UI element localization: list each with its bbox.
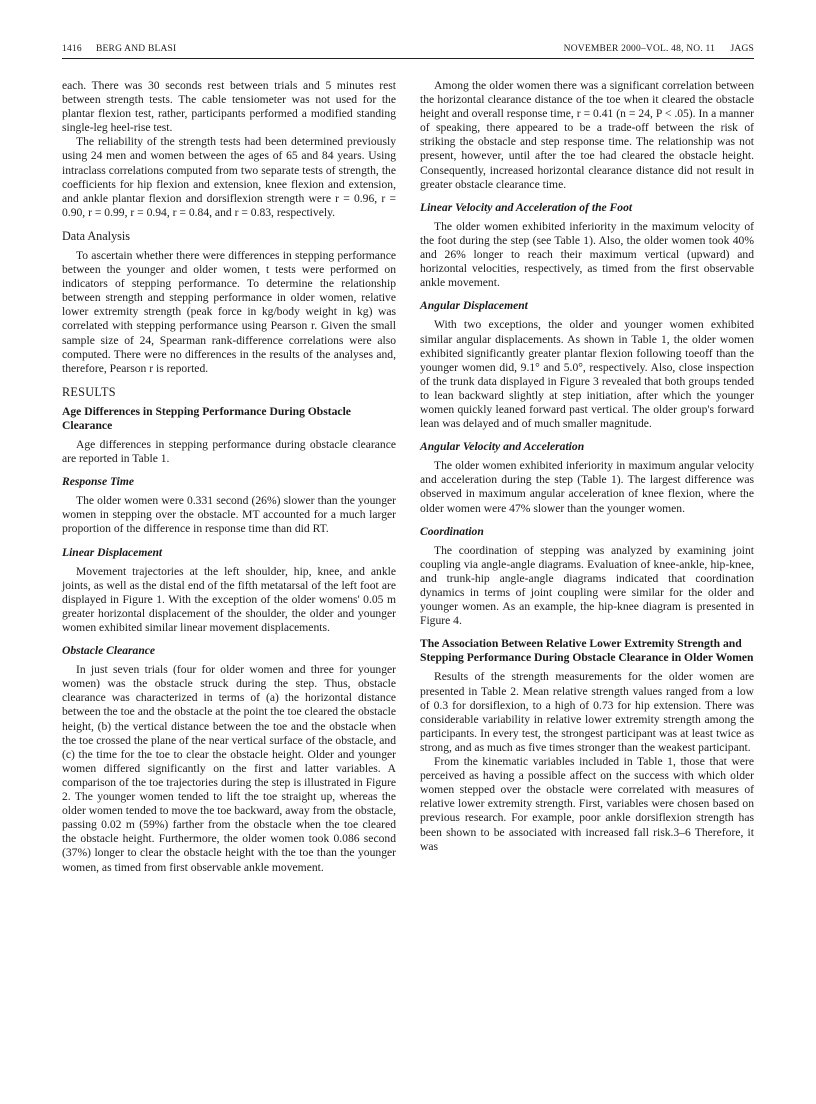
running-authors: BERG AND BLASI <box>96 44 177 54</box>
paragraph: From the kinematic variables included in Table 1, those that were perceived as having a possible affect on the success with which older women stepped over the obstacle were correlated with measures of relative lower extremity strength. First, variables were chosen based on previous research. For example, poor ankle dorsiflexion strength has been shown to be associated with increased fall risk.3–6 Therefore, it was <box>420 755 754 853</box>
paragraph: Among the older women there was a significant correlation between the horizontal clearance distance of the toe when it cleared the obstacle height and overall response time, r = 0.41 (n = 24, P < .05). In a manner of speaking, there appeared to be a trade-off between the risk of striking the obstacle and step response time. The relationship was not present, however, until after the toe had cleared the obstacle height. Consequently, increased horizontal clearance distance did not result in greater obstacle clearance time. <box>420 79 754 191</box>
paragraph: The older women exhibited inferiority in maximum angular velocity and acceleration during the step (Table 1). The largest difference was observed in maximum angular acceleration of knee flexion, where the older women were 47% slower than the younger women. <box>420 459 754 515</box>
page-number: 1416 <box>62 44 82 54</box>
heading-linear-displacement: Linear Displacement <box>62 545 163 559</box>
heading-angular-displacement: Angular Displacement <box>420 299 528 313</box>
paragraph: Results of the strength measurements for the older women are presented in Table 2. Mean relative strength values ranged from a low of 0.3 for dorsiflexion, to a high of 0.73 for hip extension. There was considerable variability in relative lower extremity strength among the participants. In every test, the strongest participant was at least twice as strong, and as much as five times stronger than the weakest participant. <box>420 670 754 754</box>
heading-response-time: Response Time <box>62 475 135 489</box>
running-header <box>62 44 754 58</box>
right-column <box>420 79 754 854</box>
left-column <box>62 79 396 875</box>
paragraph: In just seven trials (four for older women and three for younger women) was the obstacle struck during the step. Thus, obstacle clearance was characterized in terms of (a) the horizontal distance between the toe and the obstacle at the point the toe cleared the obstacle height, (b) the vertical distance between the toe and the obstacle when the toe crossed the plane of the near vertical surface of the obstacle, and (c) the time for the toe to clear the obstacle height. Older and younger women differed significantly on the first and latter variables. A comparison of the toe trajectories during the step is illustrated in Figure 2. The younger women tended to lift the toe straight up, whereas the older women tended to move the toe backward, away from the obstacle, passing 0.02 m (59%) farther from the obstacle when the toe cleared the obstacle height. Furthermore, the older women took 0.086 second (37%) longer to clear the obstacle height with the toe than the younger women, as timed from first observable ankle movement. <box>62 663 396 874</box>
heading-angular-velocity: Angular Velocity and Acceleration <box>420 440 585 454</box>
paragraph: Movement trajectories at the left shoulder, hip, knee, and ankle joints, as well as the distal end of the fifth metatarsal of the left foot are displayed in Figure 1. With the exception of the older womens' 0.05 m greater horizontal displacement of the shoulder, the older and younger women exhibited similar linear movement displacements. <box>62 564 396 634</box>
heading-coordination: Coordination <box>420 524 484 538</box>
paragraph: The older women were 0.331 second (26%) slower than the younger women in stepping over the obstacle. MT accounted for a much larger proportion of the difference in response time than did RT. <box>62 494 396 536</box>
paragraph: With two exceptions, the older and younger women exhibited similar angular displacements. As shown in Table 1, the older women exhibited significantly greater plantar flexion following toeoff than the younger women did, 9.1° and 5.0°, respectively. Also, close inspection of the trunk data displayed in Figure 3 revealed that both groups tended to lean backward slightly at step initiation, after which the younger women quickly leaned forward past vertical. The older group's forward lean was delayed and of much smaller magnitude. <box>420 318 754 431</box>
paragraph: The reliability of the strength tests had been determined previously using 24 men and women between the ages of 65 and 84 years. Using intraclass correlations computed from two separate tests of strength, the coefficients for hip flexion and extension, knee flexion and extension, and ankle plantar flexion and dorsiflexion strength were r = 0.96, r = 0.90, r = 0.99, r = 0.94, r = 0.84, and r = 0.83, respectively. <box>62 135 396 219</box>
paragraph: To ascertain whether there were differences in stepping performance between the younger and older women, t tests were performed on indicators of stepping performance. To determine the relationship between strength and stepping performance in older women, relative lower extremity strength (peak force in kg/body weight in kg) was correlated with stepping performance using Pearson r. Given the small sample size of 24, Spearman rank-difference correlations were also computed. There were no differences in the results of the analyses and, therefore, Pearson r is reported. <box>62 248 396 375</box>
paragraph: each. There was 30 seconds rest between trials and 5 minutes rest between strength tests. The cable tensiometer was not used for the plantar flexion test, rather, participants performed a modified standing single-leg heel-rise test. <box>62 79 396 135</box>
paragraph: The older women exhibited inferiority in the maximum velocity of the foot during the step (see Table 1). Also, the older women took 40% and 26% longer to reach their maximum vertical (upward) and horizontal velocities, respectively, as timed from the first observable ankle movement. <box>420 219 754 290</box>
heading-obstacle-clearance: Obstacle Clearance <box>62 644 156 658</box>
heading-linear-velocity: Linear Velocity and Acceleration of the Foot <box>420 200 633 214</box>
heading-association: The Association Between Relative Lower Extremity Strength and Stepping Performance During Obstacle Clearance in Older Women <box>420 637 754 665</box>
heading-age-differences: Age Differences in Stepping Performance During Obstacle Clearance <box>62 404 351 432</box>
heading-data-analysis: Data Analysis <box>62 228 131 243</box>
paragraph: Age differences in stepping performance during obstacle clearance are reported in Table 1. <box>62 437 396 466</box>
journal-info: NOVEMBER 2000–VOL. 48, NO. 11 JAGS <box>563 44 754 54</box>
header-rule <box>62 58 754 59</box>
paragraph: The coordination of stepping was analyzed by examining joint coupling via angle-angle diagrams. Evaluation of knee-ankle, hip-knee, and trunk-hip angle-angle diagrams indicated that coordination dynamics in terms of joint coupling were similar for the older and younger women. As an example, the hip-knee diagram is presented in Figure 4. <box>420 543 754 628</box>
heading-results: RESULTS <box>62 384 116 399</box>
